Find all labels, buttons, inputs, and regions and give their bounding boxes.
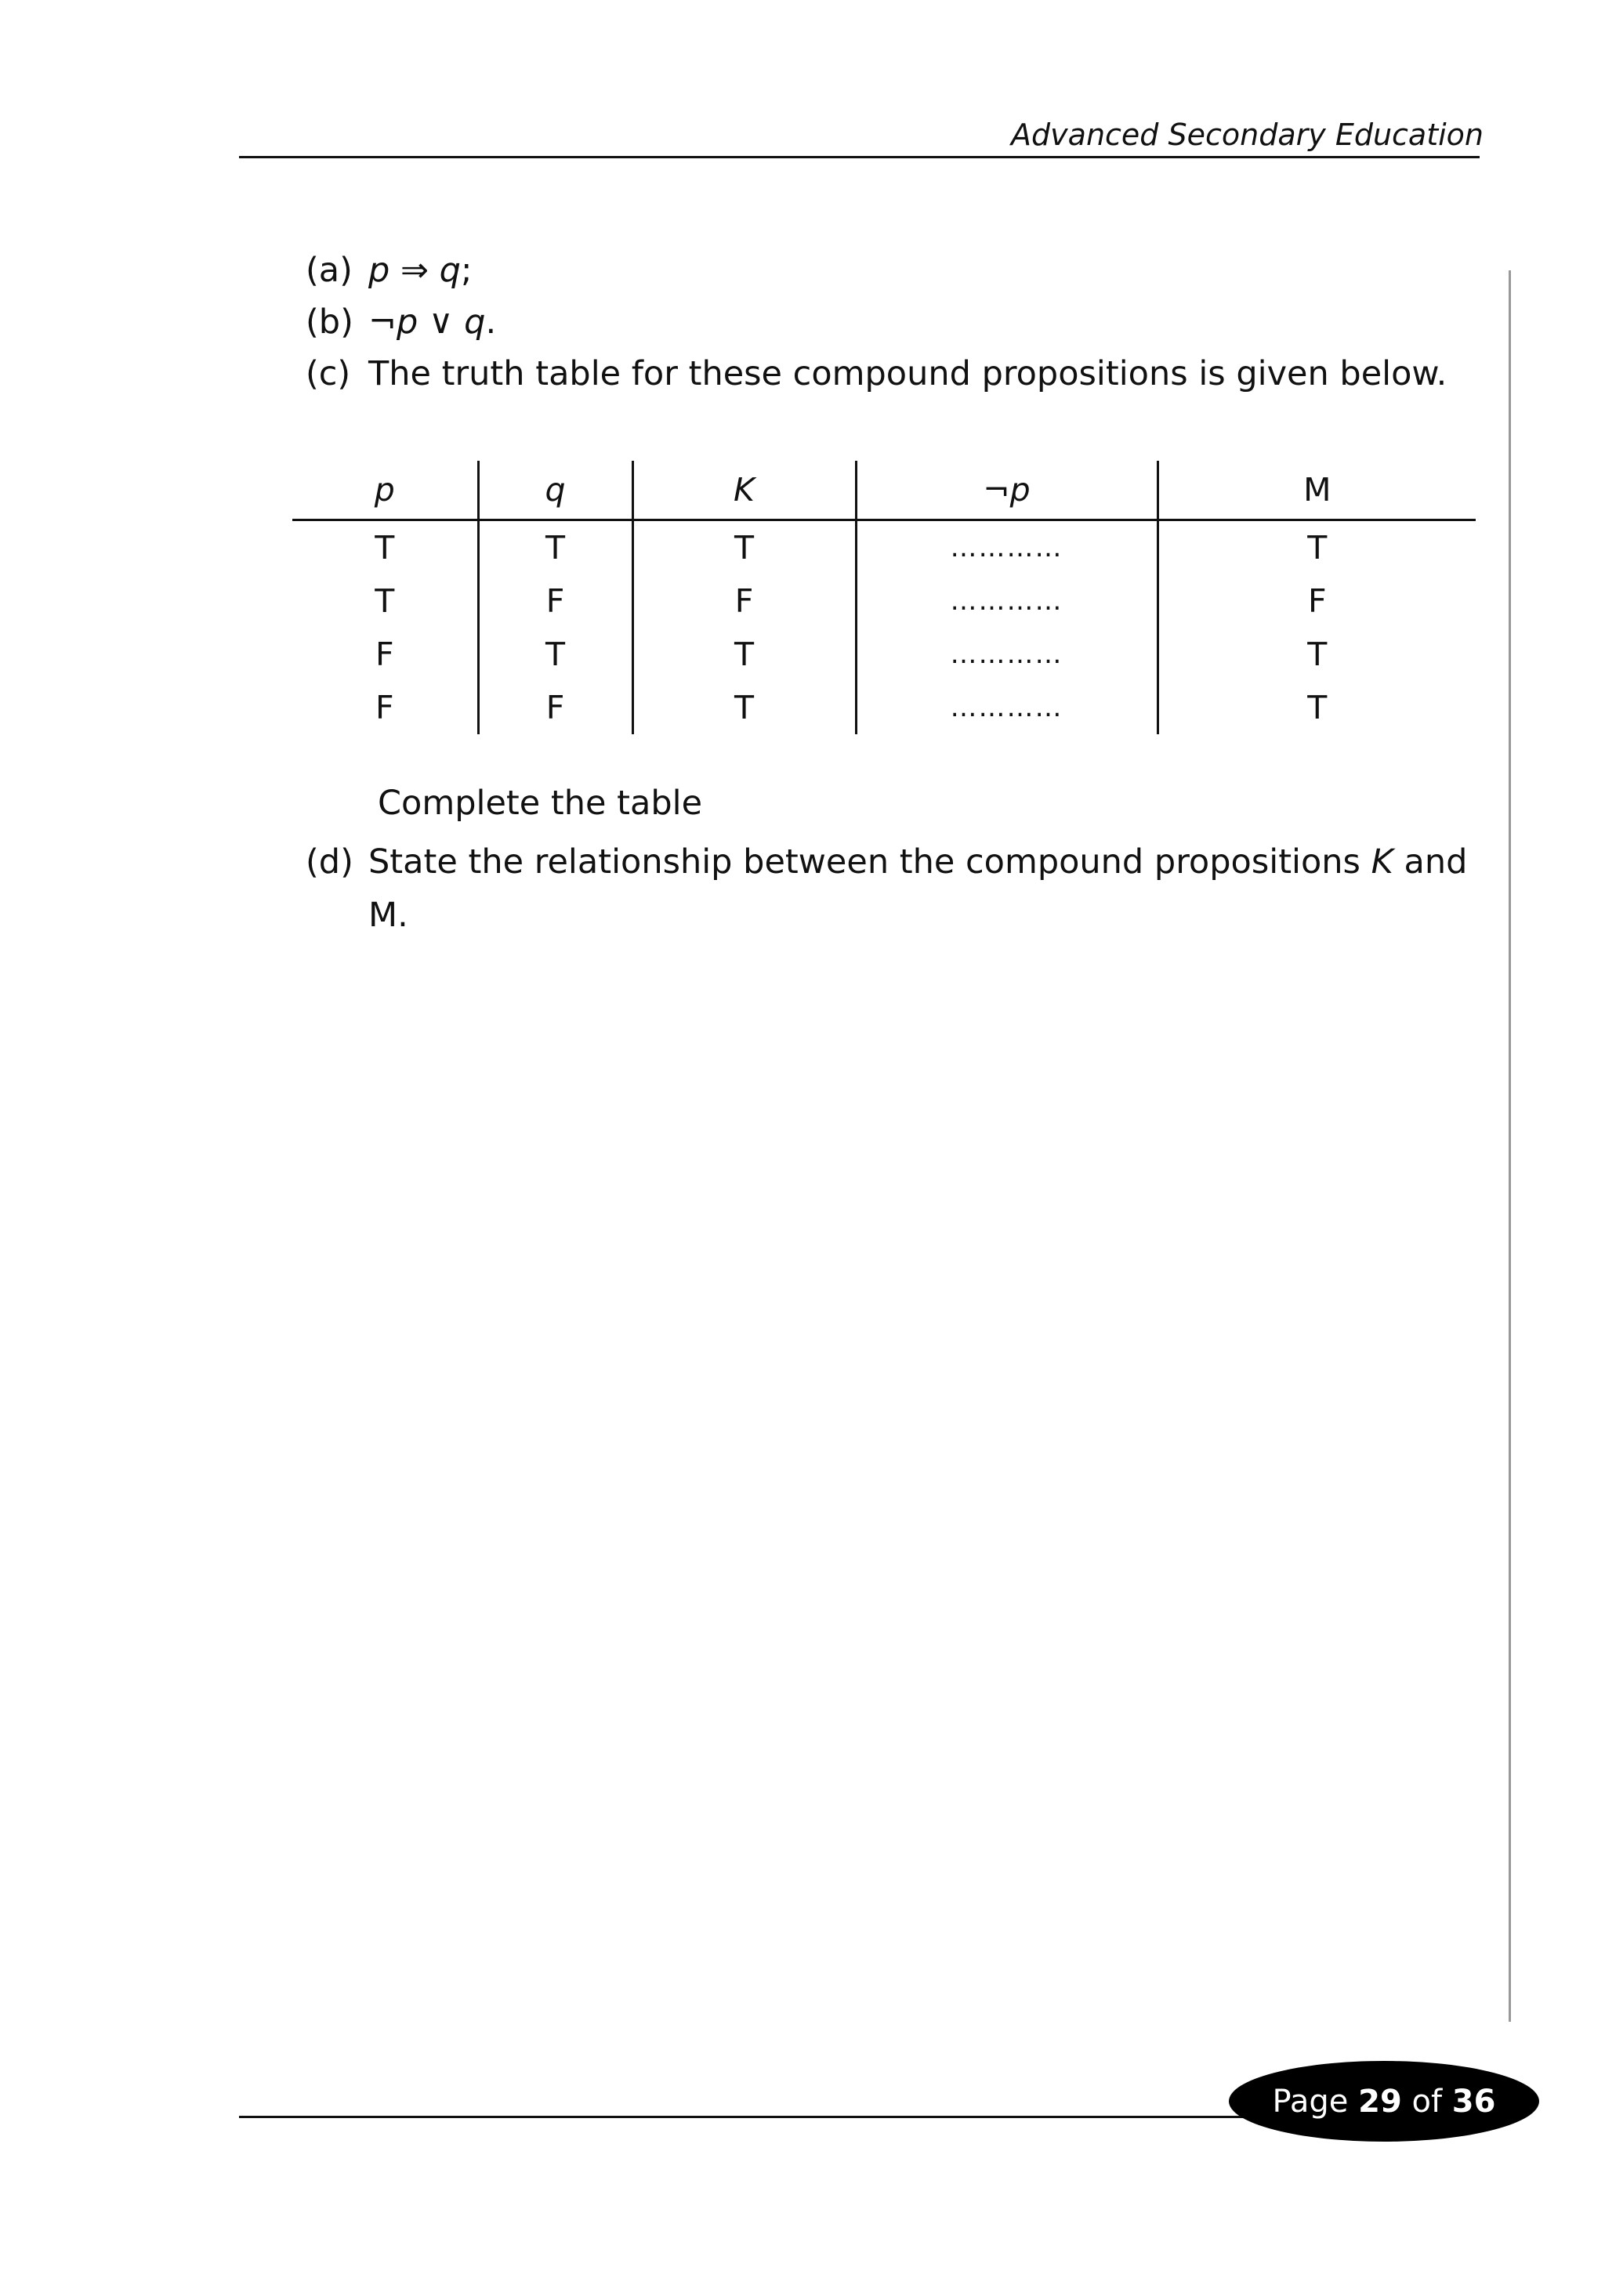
header-q: q bbox=[478, 461, 632, 520]
cell-p: T bbox=[375, 529, 395, 567]
cell-q: T bbox=[478, 628, 632, 681]
cell-not-p-blank: ………… bbox=[856, 681, 1158, 734]
item-a-implies: ⇒ bbox=[400, 251, 429, 290]
header-rule bbox=[239, 156, 1480, 158]
header-title: Advanced Secondary Education bbox=[1011, 118, 1484, 152]
page-of: of bbox=[1411, 2083, 1443, 2120]
right-margin-rule bbox=[1509, 270, 1511, 2022]
item-a-label: (a) bbox=[306, 251, 353, 290]
item-b-not-p: ¬p bbox=[368, 302, 418, 342]
truth-table bbox=[292, 461, 1476, 734]
item-c-label: (c) bbox=[306, 354, 351, 393]
header-p: p bbox=[292, 461, 478, 520]
table-row bbox=[292, 681, 1476, 734]
cell-not-p-blank: ………… bbox=[856, 574, 1158, 628]
item-a-p: p bbox=[368, 251, 390, 290]
cell-q: F bbox=[478, 574, 632, 628]
cell-p: F bbox=[375, 689, 394, 726]
page-word: Page bbox=[1272, 2083, 1349, 2120]
cell-k: T bbox=[632, 681, 856, 734]
cell-k: T bbox=[632, 628, 856, 681]
truth-table-header-row bbox=[292, 461, 1476, 520]
cell-q: F bbox=[478, 681, 632, 734]
instruction-text: Complete the table bbox=[378, 784, 703, 823]
cell-m: T bbox=[1158, 681, 1476, 734]
item-d bbox=[306, 835, 1467, 942]
item-a-q: q bbox=[439, 251, 461, 290]
cell-not-p-blank: ………… bbox=[856, 628, 1158, 681]
item-d-line2: M. bbox=[368, 896, 408, 935]
item-b-label: (b) bbox=[306, 302, 353, 342]
page-current: 29 bbox=[1358, 2083, 1402, 2120]
item-b-or: ∨ bbox=[429, 302, 454, 342]
item-a bbox=[306, 244, 472, 296]
cell-k: F bbox=[632, 574, 856, 628]
cell-not-p-blank: ………… bbox=[856, 520, 1158, 575]
cell-p: T bbox=[375, 582, 395, 620]
cell-q: T bbox=[478, 520, 632, 575]
cell-m: T bbox=[1158, 520, 1476, 575]
item-c bbox=[306, 348, 1447, 400]
cell-p: F bbox=[375, 636, 394, 673]
item-b bbox=[306, 296, 496, 348]
item-d-text-after: and bbox=[1393, 842, 1468, 882]
cell-m: T bbox=[1158, 628, 1476, 681]
table-row bbox=[292, 520, 1476, 575]
item-d-text: State the relationship between the compound propositions bbox=[368, 842, 1371, 882]
item-d-k: K bbox=[1371, 842, 1393, 882]
header-m: M bbox=[1158, 461, 1476, 520]
item-b-end: . bbox=[485, 302, 497, 342]
table-row bbox=[292, 628, 1476, 681]
item-c-text: The truth table for these compound propositions is given below. bbox=[368, 354, 1447, 393]
item-d-label: (d) bbox=[306, 842, 353, 882]
header-not-p: ¬p bbox=[856, 461, 1158, 520]
header-k: K bbox=[632, 461, 856, 520]
cell-m: F bbox=[1158, 574, 1476, 628]
page-number-badge bbox=[1229, 2061, 1539, 2142]
cell-k: T bbox=[632, 520, 856, 575]
item-b-q: q bbox=[464, 302, 486, 342]
item-a-end: ; bbox=[460, 251, 473, 290]
table-row bbox=[292, 574, 1476, 628]
page-total: 36 bbox=[1451, 2083, 1496, 2120]
